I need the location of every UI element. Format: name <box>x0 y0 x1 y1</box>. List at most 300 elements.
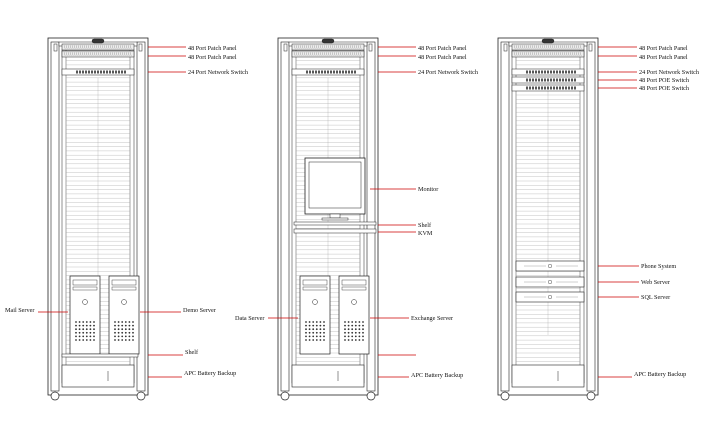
server-vent-hole <box>118 339 120 341</box>
switch-port <box>559 87 561 90</box>
server-vent-hole <box>90 339 92 341</box>
server-vent-hole <box>309 328 311 330</box>
server-vent-hole <box>344 328 346 330</box>
apc-battery-unit <box>292 365 364 387</box>
server-vent-hole <box>114 339 116 341</box>
server-vent-hole <box>125 321 127 323</box>
switch-port <box>342 71 344 74</box>
server-drive-bay <box>112 287 136 290</box>
server-vent-hole <box>79 336 81 338</box>
server-vent-hole <box>351 332 353 334</box>
switch-port <box>339 71 341 74</box>
server-vent-hole <box>75 332 77 334</box>
switch-port <box>76 71 78 74</box>
server-vent-hole <box>309 321 311 323</box>
server-vent-hole <box>125 328 127 330</box>
server-vent-hole <box>86 339 88 341</box>
switch-port <box>556 71 558 74</box>
rack3-label-patch-panel-2: 48 Port Patch Panel <box>639 54 688 61</box>
server-vent-hole <box>309 339 311 341</box>
server-vent-hole <box>125 332 127 334</box>
switch-port <box>321 71 323 74</box>
shelf <box>294 222 376 225</box>
server-vent-hole <box>129 336 131 338</box>
switch-port <box>124 71 126 74</box>
server-vent-hole <box>323 336 325 338</box>
server-vent-hole <box>344 332 346 334</box>
server-vent-hole <box>323 328 325 330</box>
switch-port <box>565 79 567 82</box>
server-power-button <box>83 300 88 305</box>
server-vent-hole <box>348 321 350 323</box>
server-vent-hole <box>355 339 357 341</box>
switch-port <box>541 79 543 82</box>
server-vent-hole <box>86 321 88 323</box>
switch-port <box>526 79 528 82</box>
rack-left-post <box>501 42 509 391</box>
server-vent-hole <box>320 339 322 341</box>
switch-port <box>526 87 528 90</box>
server-vent-hole <box>305 336 307 338</box>
rack-right-post <box>587 42 595 391</box>
switch-port <box>571 71 573 74</box>
server-power-button <box>352 300 357 305</box>
patch-panel <box>62 51 134 57</box>
server-vent-hole <box>75 325 77 327</box>
server-vent-hole <box>121 328 123 330</box>
server-drive-bay <box>112 280 136 285</box>
server-vent-hole <box>93 336 95 338</box>
rack2-label-exchange-server: Exchange Server <box>411 315 454 322</box>
switch-port <box>79 71 81 74</box>
switch-port <box>538 87 540 90</box>
switch-port <box>309 71 311 74</box>
rack-server-button <box>548 280 552 284</box>
server-vent-hole <box>348 332 350 334</box>
server-vent-hole <box>93 321 95 323</box>
rack3-label-web-server: Web Server <box>641 279 670 286</box>
switch-port <box>550 79 552 82</box>
kvm-unit <box>294 229 376 233</box>
switch-port <box>553 71 555 74</box>
server-vent-hole <box>316 332 318 334</box>
server-vent-hole <box>320 328 322 330</box>
server-vent-hole <box>82 325 84 327</box>
switch-port <box>574 87 576 90</box>
server-vent-hole <box>90 325 92 327</box>
apc-battery-unit <box>62 365 134 387</box>
rack2-label-monitor: Monitor <box>418 186 439 193</box>
rack-wheel <box>281 392 289 400</box>
server-vent-hole <box>316 321 318 323</box>
monitor-base <box>322 218 348 220</box>
server-vent-hole <box>86 328 88 330</box>
server-vent-hole <box>344 336 346 338</box>
patch-panel <box>292 44 364 50</box>
server-vent-hole <box>309 325 311 327</box>
switch-port <box>553 79 555 82</box>
server-drive-bay <box>303 287 327 290</box>
server-vent-hole <box>79 325 81 327</box>
server-vent-hole <box>359 328 361 330</box>
rack-1 <box>48 38 148 400</box>
server-vent-hole <box>351 325 353 327</box>
server-vent-hole <box>90 328 92 330</box>
rack-left-post <box>51 42 59 391</box>
patch-panel <box>292 51 364 57</box>
switch-port <box>547 87 549 90</box>
switch-port <box>532 71 534 74</box>
server-vent-hole <box>312 339 314 341</box>
server-vent-hole <box>359 336 361 338</box>
rack3-label-patch-panel-1: 48 Port Patch Panel <box>639 45 688 52</box>
server-vent-hole <box>82 328 84 330</box>
server-vent-hole <box>132 336 134 338</box>
server-vent-hole <box>351 321 353 323</box>
server-vent-hole <box>93 339 95 341</box>
monitor-stand <box>330 214 340 218</box>
switch-port <box>562 87 564 90</box>
apc-battery-unit <box>512 365 584 387</box>
rack-3 <box>498 38 598 400</box>
server-vent-hole <box>114 332 116 334</box>
rack-bracket <box>284 44 287 51</box>
switch-port <box>318 71 320 74</box>
switch-port <box>559 71 561 74</box>
switch-port <box>306 71 308 74</box>
server-vent-hole <box>362 325 364 327</box>
server-vent-hole <box>351 336 353 338</box>
rack2-label-apc-battery: APC Battery Backup <box>411 372 464 379</box>
server-vent-hole <box>121 336 123 338</box>
server-vent-hole <box>93 328 95 330</box>
switch-port <box>547 79 549 82</box>
server-vent-hole <box>316 336 318 338</box>
switch-port <box>351 71 353 74</box>
server-vent-hole <box>118 321 120 323</box>
server-vent-hole <box>86 332 88 334</box>
rack3-label-network-switch: 24 Port Network Switch <box>639 69 699 76</box>
server-vent-hole <box>355 332 357 334</box>
switch-port <box>354 71 356 74</box>
switch-port <box>574 79 576 82</box>
switch-port <box>103 71 105 74</box>
server-vent-hole <box>118 332 120 334</box>
server-vent-hole <box>82 336 84 338</box>
server-vent-hole <box>121 332 123 334</box>
server-vent-hole <box>359 325 361 327</box>
switch-port <box>94 71 96 74</box>
rack-bracket <box>54 44 57 51</box>
rack1-label-apc-battery: APC Battery Backup <box>184 370 237 377</box>
server-vent-hole <box>320 321 322 323</box>
rack1-label-network-switch: 24 Port Network Switch <box>188 69 248 76</box>
server-vent-hole <box>129 339 131 341</box>
server-vent-hole <box>82 332 84 334</box>
server-drive-bay <box>73 287 97 290</box>
server-vent-hole <box>323 325 325 327</box>
server-vent-hole <box>312 336 314 338</box>
server-vent-hole <box>320 336 322 338</box>
switch-port <box>529 87 531 90</box>
rack-wheel <box>137 392 145 400</box>
switch-port <box>106 71 108 74</box>
switch-port <box>118 71 120 74</box>
patch-panel <box>512 44 584 50</box>
switch-port <box>535 87 537 90</box>
switch-port <box>565 71 567 74</box>
rack2-label-patch-panel-1: 48 Port Patch Panel <box>418 45 467 52</box>
rack-2 <box>278 38 378 400</box>
server-vent-hole <box>129 328 131 330</box>
server-vent-hole <box>305 325 307 327</box>
switch-port <box>571 87 573 90</box>
server-vent-hole <box>344 339 346 341</box>
server-vent-hole <box>323 332 325 334</box>
server-vent-hole <box>305 332 307 334</box>
server-vent-hole <box>320 332 322 334</box>
server-vent-hole <box>362 339 364 341</box>
server-vent-hole <box>90 321 92 323</box>
server-vent-hole <box>359 339 361 341</box>
switch-port <box>82 71 84 74</box>
server-vent-hole <box>75 328 77 330</box>
switch-port <box>562 79 564 82</box>
switch-port <box>109 71 111 74</box>
rack1-label-shelf: Shelf <box>185 349 199 356</box>
rack1-label-patch-panel-2: 48 Port Patch Panel <box>188 54 237 61</box>
shelf <box>62 354 138 357</box>
server-vent-hole <box>305 328 307 330</box>
switch-port <box>550 87 552 90</box>
server-vent-hole <box>121 339 123 341</box>
server-vent-hole <box>309 332 311 334</box>
server-vent-hole <box>118 328 120 330</box>
rack3-label-apc-battery: APC Battery Backup <box>634 371 687 378</box>
switch-port <box>88 71 90 74</box>
rack-server-button <box>548 264 552 268</box>
server-vent-hole <box>129 321 131 323</box>
server-vent-hole <box>132 328 134 330</box>
rack-bracket <box>139 44 142 51</box>
server-vent-hole <box>312 332 314 334</box>
rack-wheel <box>501 392 509 400</box>
server-drive-bay <box>73 280 97 285</box>
server-vent-hole <box>93 332 95 334</box>
server-vent-hole <box>125 339 127 341</box>
rack-bracket <box>369 44 372 51</box>
server-drive-bay <box>303 280 327 285</box>
switch-port <box>333 71 335 74</box>
server-vent-hole <box>348 336 350 338</box>
server-vent-hole <box>348 328 350 330</box>
server-vent-hole <box>362 336 364 338</box>
switch-port <box>544 79 546 82</box>
switch-port <box>568 87 570 90</box>
server-vent-hole <box>114 328 116 330</box>
server-vent-hole <box>82 339 84 341</box>
rack-wheel <box>587 392 595 400</box>
switch-port <box>327 71 329 74</box>
switch-port <box>556 79 558 82</box>
switch-port <box>121 71 123 74</box>
rack2-label-data-server: Data Server <box>235 315 265 322</box>
server-vent-hole <box>320 325 322 327</box>
server-vent-hole <box>118 325 120 327</box>
patch-panel <box>62 44 134 50</box>
switch-port <box>541 71 543 74</box>
server-vent-hole <box>82 321 84 323</box>
server-vent-hole <box>316 339 318 341</box>
server-vent-hole <box>114 336 116 338</box>
rack-server-button <box>548 295 552 299</box>
switch-port <box>562 71 564 74</box>
server-vent-hole <box>355 321 357 323</box>
server-vent-hole <box>90 336 92 338</box>
server-vent-hole <box>86 336 88 338</box>
switch-port <box>532 79 534 82</box>
server-vent-hole <box>79 339 81 341</box>
server-vent-hole <box>348 339 350 341</box>
server-vent-hole <box>129 332 131 334</box>
switch-port <box>559 79 561 82</box>
server-vent-hole <box>355 336 357 338</box>
switch-port <box>330 71 332 74</box>
server-vent-hole <box>305 321 307 323</box>
rack-wheel <box>367 392 375 400</box>
patch-panel <box>512 51 584 57</box>
rack1-label-mail-server: Mail Server <box>5 307 35 314</box>
server-power-button <box>122 300 127 305</box>
switch-port <box>348 71 350 74</box>
server-vent-hole <box>359 321 361 323</box>
rack3-label-sql-server: SQL Server <box>641 294 671 301</box>
server-vent-hole <box>86 325 88 327</box>
switch-port <box>535 79 537 82</box>
server-drive-bay <box>342 287 366 290</box>
rack-logo <box>322 39 334 43</box>
rack-logo <box>92 39 104 43</box>
switch-port <box>526 71 528 74</box>
switch-port <box>538 71 540 74</box>
switch-port <box>112 71 114 74</box>
server-vent-hole <box>323 321 325 323</box>
server-vent-hole <box>93 325 95 327</box>
switch-port <box>544 87 546 90</box>
rack2-label-shelf: Shelf <box>418 222 432 229</box>
rack-logo <box>542 39 554 43</box>
switch-port <box>544 71 546 74</box>
server-vent-hole <box>75 321 77 323</box>
switch-port <box>85 71 87 74</box>
monitor-screen <box>309 162 361 208</box>
server-vent-hole <box>79 332 81 334</box>
rack-bracket <box>589 44 592 51</box>
server-vent-hole <box>132 332 134 334</box>
switch-port <box>532 87 534 90</box>
server-vent-hole <box>75 336 77 338</box>
server-vent-hole <box>351 328 353 330</box>
rack-bracket <box>504 44 507 51</box>
rack-wheel <box>51 392 59 400</box>
rack3-label-poe-switch-2: 48 Port POE Switch <box>639 85 690 92</box>
server-vent-hole <box>79 328 81 330</box>
server-vent-hole <box>344 321 346 323</box>
switch-port <box>529 71 531 74</box>
server-vent-hole <box>79 321 81 323</box>
switch-port <box>315 71 317 74</box>
server-vent-hole <box>323 339 325 341</box>
server-vent-hole <box>355 328 357 330</box>
server-vent-hole <box>305 339 307 341</box>
switch-port <box>553 87 555 90</box>
server-vent-hole <box>312 321 314 323</box>
server-vent-hole <box>316 325 318 327</box>
server-vent-hole <box>351 339 353 341</box>
rack3-label-phone-system: Phone System <box>641 263 677 270</box>
server-vent-hole <box>312 328 314 330</box>
server-vent-hole <box>121 325 123 327</box>
server-vent-hole <box>348 325 350 327</box>
server-vent-hole <box>118 336 120 338</box>
server-vent-hole <box>75 339 77 341</box>
rack2-label-kvm: KVM <box>418 230 433 237</box>
rack1-label-patch-panel-1: 48 Port Patch Panel <box>188 45 237 52</box>
server-vent-hole <box>125 336 127 338</box>
server-vent-hole <box>129 325 131 327</box>
switch-port <box>541 87 543 90</box>
server-vent-hole <box>309 336 311 338</box>
server-vent-hole <box>132 325 134 327</box>
switch-port <box>550 71 552 74</box>
switch-port <box>547 71 549 74</box>
switch-port <box>574 71 576 74</box>
switch-port <box>535 71 537 74</box>
switch-port <box>538 79 540 82</box>
server-vent-hole <box>114 321 116 323</box>
rack3-label-poe-switch-1: 48 Port POE Switch <box>639 77 690 84</box>
server-power-button <box>313 300 318 305</box>
server-vent-hole <box>362 328 364 330</box>
switch-port <box>556 87 558 90</box>
server-vent-hole <box>132 321 134 323</box>
switch-port <box>565 87 567 90</box>
switch-port <box>529 79 531 82</box>
switch-port <box>324 71 326 74</box>
server-vent-hole <box>344 325 346 327</box>
server-vent-hole <box>316 328 318 330</box>
switch-port <box>568 71 570 74</box>
server-drive-bay <box>342 280 366 285</box>
server-vent-hole <box>114 325 116 327</box>
server-vent-hole <box>359 332 361 334</box>
switch-port <box>115 71 117 74</box>
switch-port <box>568 79 570 82</box>
switch-port <box>97 71 99 74</box>
server-vent-hole <box>362 321 364 323</box>
switch-port <box>312 71 314 74</box>
server-vent-hole <box>125 325 127 327</box>
server-vent-hole <box>312 325 314 327</box>
switch-port <box>345 71 347 74</box>
switch-port <box>336 71 338 74</box>
rack1-label-demo-server: Demo Server <box>183 307 216 314</box>
switch-port <box>100 71 102 74</box>
server-vent-hole <box>121 321 123 323</box>
rack2-label-network-switch: 24 Port Network Switch <box>418 69 478 76</box>
server-vent-hole <box>90 332 92 334</box>
switch-port <box>91 71 93 74</box>
